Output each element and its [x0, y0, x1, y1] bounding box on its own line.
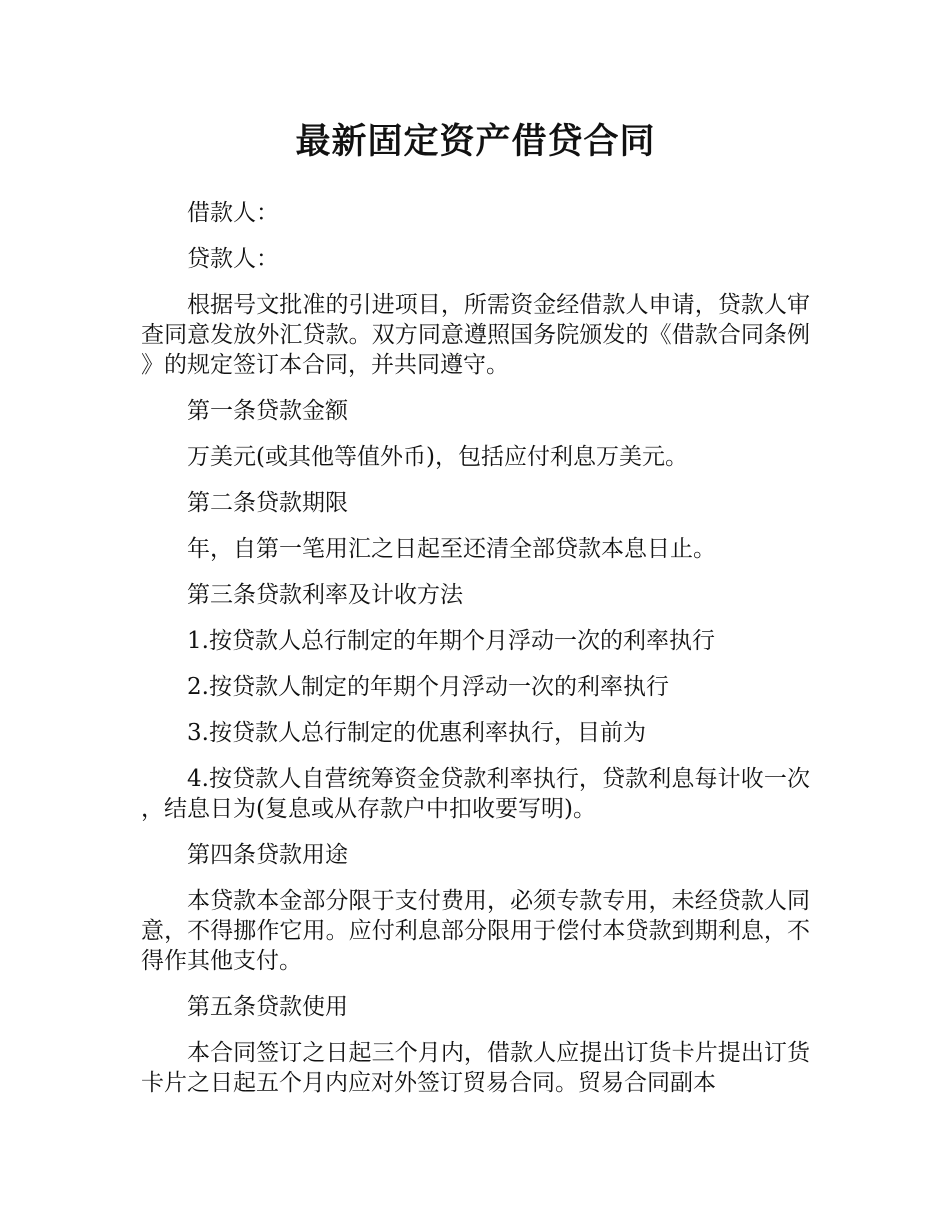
article-3-item-1: 1.按贷款人总行制定的年期个月浮动一次的利率执行 — [187, 628, 715, 654]
article-5-text: 本合同签订之日起三个月内，借款人应提出订货卡片提出订货卡片之日起五个月内应对外签订贸易合同。贸易合同副本 — [141, 1040, 810, 1096]
article-2-text: 年，自第一笔用汇之日起至还清全部贷款本息日止。 — [187, 536, 716, 562]
article-5-heading: 第五条贷款使用 — [187, 994, 348, 1020]
article-1-text: 万美元(或其他等值外币)，包括应付利息万美元。 — [187, 444, 688, 470]
document-body — [141, 198, 810, 1098]
paragraph-preamble: 根据号文批准的引进项目，所需资金经借款人申请，贷款人审查同意发放外汇贷款。双方同意遵照国务院颁发的《借款合同条例》的规定签订本合同，并共同遵守。 — [141, 292, 810, 378]
article-3-heading: 第三条贷款利率及计收方法 — [187, 582, 463, 608]
article-3-item-2: 2.按贷款人制定的年期个月浮动一次的利率执行 — [187, 674, 669, 700]
article-4-text: 本贷款本金部分限于支付费用，必须专款专用，未经贷款人同意，不得挪作它用。应付利息部分限用于偿付本贷款到期利息，不得作其他支付。 — [141, 888, 810, 974]
article-1-heading: 第一条贷款金额 — [187, 398, 348, 424]
article-2-heading: 第二条贷款期限 — [187, 490, 348, 516]
document-title: 最新固定资产借贷合同 — [295, 122, 656, 162]
paragraph-borrower: 借款人： — [187, 200, 279, 226]
article-4-heading: 第四条贷款用途 — [187, 842, 348, 868]
article-3-item-3: 3.按贷款人总行制定的优惠利率执行，目前为 — [187, 720, 646, 746]
article-3-item-4: 4.按贷款人自营统筹资金贷款利率执行，贷款利息每计收一次，结息日为(复息或从存款户中扣收要写明)。 — [141, 766, 810, 822]
paragraph-lender: 贷款人： — [187, 246, 279, 272]
